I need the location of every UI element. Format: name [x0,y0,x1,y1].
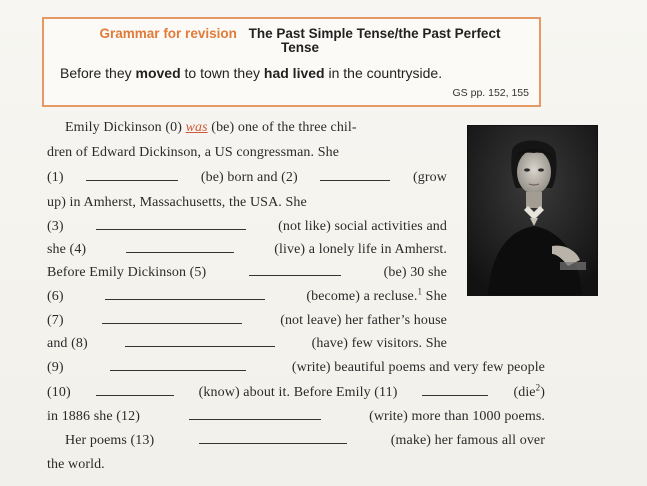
exercise-line [65,431,545,451]
exercise-line [47,311,447,331]
example-highlight: moved [135,65,181,81]
line-text: (have) few visitors. She [311,336,447,351]
answer-blank-3[interactable] [96,217,246,230]
line-text: (6) [47,289,64,304]
line-text: Her poems (13) [65,433,155,448]
grammar-heading [80,27,520,55]
line-text: (be) one of the three chil- [207,120,357,135]
exercise-line [65,118,447,138]
exercise-line [47,263,447,283]
exercise-line [47,383,545,403]
exercise-line [47,334,447,354]
line-text: Emily Dickinson (0) [65,120,186,135]
footnote-marker: 2 [535,382,541,393]
answer-blank-4[interactable] [126,240,234,253]
line-text: She [422,289,447,304]
answer-blank-6[interactable] [105,287,265,300]
answer-blank-9[interactable] [110,358,246,371]
portrait-illustration [468,126,598,296]
exercise-line [47,240,447,260]
example-text: in the countryside. [324,65,443,81]
portrait-photo [467,125,598,296]
line-text: dren of Edward Dickinson, a US congressman. She [47,145,340,160]
line-text: the world. [47,457,105,472]
grammar-reference: GS pp. 152, 155 [452,87,529,99]
exercise-line [47,358,545,378]
answer-blank-10[interactable] [96,383,174,396]
line-text: she (4) [47,242,87,257]
line-text: (7) [47,313,64,328]
exercise-line [47,217,447,237]
line-text: (9) [47,360,64,375]
line-text: (become) a recluse. [306,289,418,304]
answer-blank-12[interactable] [189,407,321,420]
line-text: (write) beautiful poems and very few people [291,360,545,375]
line-text: up) in Amherst, Massachusetts, the USA. She [47,195,307,210]
line-text: (be) born and (2) [200,170,298,185]
line-text: (live) a lonely life in Amherst. [274,242,447,257]
line-text: (not like) social activities and [278,219,447,234]
line-text: (write) more than 1000 poems. [369,409,545,424]
example-text: Before they [60,65,136,81]
grammar-example [60,65,442,81]
answer-blank-8[interactable] [125,334,275,347]
exercise-line [47,455,105,475]
exercise-line [47,193,447,213]
line-text: (grow [413,170,447,185]
footnote-marker: 1 [417,286,423,297]
example-text: to town they [180,65,264,81]
answer-blank-5[interactable] [249,263,341,276]
line-text: ) [540,385,545,400]
line-text: (3) [47,219,64,234]
line-text: and (8) [47,336,88,351]
answer-blank-11[interactable] [422,383,488,396]
line-text: (10) [47,385,71,400]
line-text: (die [513,385,536,400]
line-text: (know) about it. Before Emily (11) [198,385,398,400]
line-text: in 1886 she (12) [47,409,140,424]
grammar-title: The Past Simple Tense/the Past Perfect Tense [248,26,501,55]
line-text: (be) 30 she [383,265,447,280]
grammar-label: Grammar for revision [99,26,237,41]
answer-blank-2[interactable] [320,168,390,181]
answer-blank-13[interactable] [199,431,347,444]
line-text: (1) [47,170,64,185]
exercise-line [47,168,447,188]
exercise-line [47,287,447,307]
sample-answer: was [185,120,208,135]
answer-blank-7[interactable] [102,311,242,324]
exercise-line [47,407,545,427]
line-text: Before Emily Dickinson (5) [47,265,207,280]
grammar-box [42,17,541,107]
exercise-line [47,143,447,163]
example-highlight: had lived [263,65,325,81]
answer-blank-1[interactable] [86,168,178,181]
line-text: (make) her famous all over [390,433,545,448]
line-text: (not leave) her father’s house [280,313,447,328]
